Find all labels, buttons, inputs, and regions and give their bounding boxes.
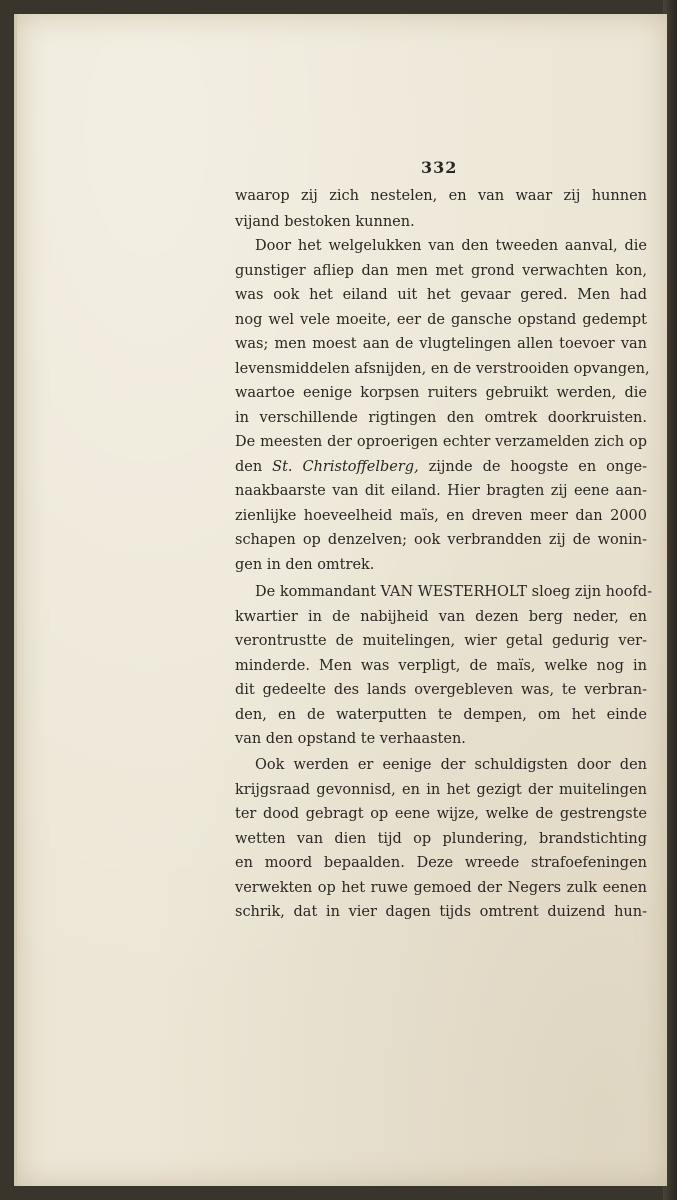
text-line: Door het welgelukken van den tweeden aanval, die xyxy=(255,238,647,254)
text-line: waarop zij zich nestelen, en van waar zij hunnen xyxy=(235,188,647,204)
text-line: van den opstand te verhaasten. xyxy=(235,731,466,747)
text-line: vijand bestoken kunnen. xyxy=(235,214,415,230)
text-line: verwekten op het ruwe gemoed der Negers zulk eenen xyxy=(235,880,647,896)
text-line: wetten van dien tijd op plundering, brandstichting xyxy=(235,831,647,847)
text-line: verontrustte de muitelingen, wier getal gedurig ver- xyxy=(235,633,647,649)
text-line: dit gedeelte des lands overgebleven was, te verbran- xyxy=(235,682,647,698)
text-line: ter dood gebragt op eene wijze, welke de gestrengste xyxy=(235,806,647,822)
text-line xyxy=(235,582,653,602)
book-page xyxy=(14,14,667,1186)
text-run: zijnde de hoogste en onge- xyxy=(428,459,648,475)
text-line: was ook het eiland uit het gevaar gered. Men had xyxy=(235,287,647,303)
text-line xyxy=(235,457,647,477)
text-line: in verschillende rigtingen den omtrek doorkruisten. xyxy=(235,410,647,426)
person-name: VAN WESTERHOLT xyxy=(380,584,528,600)
text-run: den xyxy=(235,459,263,475)
text-line: schapen op denzelven; ook verbrandden zij de wonin- xyxy=(235,532,647,548)
text-line: kwartier in de nabijheid van dezen berg neder, en xyxy=(235,609,647,625)
text-line: levensmiddelen afsnijden, en de verstrooiden opvangen, xyxy=(235,361,650,377)
text-line: Ook werden er eenige der schuldigsten door den xyxy=(255,757,647,773)
text-line: De meesten der oproerigen echter verzamelden zich op xyxy=(235,434,647,450)
text-line: gen in den omtrek. xyxy=(235,557,375,573)
page-number: 332 xyxy=(421,158,458,177)
text-run: De kommandant xyxy=(255,584,376,600)
text-line: en moord bepaalden. Deze wreede strafoefeningen xyxy=(235,855,647,871)
text-line: krijgsraad gevonnisd, en in het gezigt der muitelingen xyxy=(235,782,647,798)
text-line: minderde. Men was verpligt, de maïs, welke nog in xyxy=(235,658,647,674)
text-line: gunstiger afliep dan men met grond verwachten kon, xyxy=(235,263,647,279)
text-line: naakbaarste van dit eiland. Hier bragten zij eene aan- xyxy=(235,483,647,499)
place-name: St. Christoffelberg, xyxy=(272,459,419,475)
text-run: sloeg zijn hoofd- xyxy=(531,584,653,600)
text-line: schrik, dat in vier dagen tijds omtrent duizend hun- xyxy=(235,904,647,920)
text-line: nog wel vele moeite, eer de gansche opstand gedempt xyxy=(235,312,647,328)
text-line: den, en de waterputten te dempen, om het einde xyxy=(235,707,647,723)
text-line: was; men moest aan de vlugtelingen allen toevoer van xyxy=(235,336,647,352)
text-line: waartoe eenige korpsen ruiters gebruikt werden, die xyxy=(235,385,647,401)
text-line: zienlijke hoeveelheid maïs, en dreven meer dan 2000 xyxy=(235,508,647,524)
